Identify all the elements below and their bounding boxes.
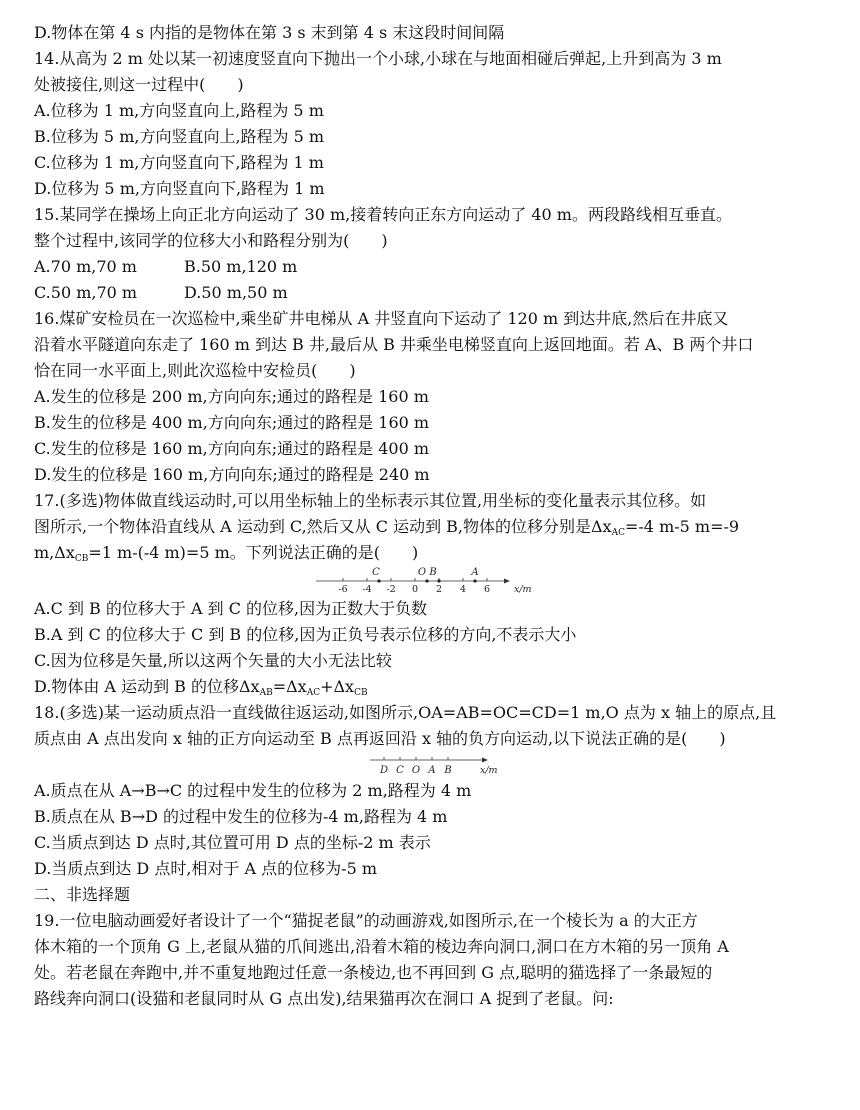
q17-subscript-ab: AB [259,688,273,698]
q18-point-label-o: O [411,765,421,776]
q17-point-a-dot [473,579,476,582]
q17-point-label-o: O [417,567,427,578]
worksheet-page [34,20,834,1012]
q17-point-label-c: C [372,567,380,578]
q15-option-a: A.70 m,70 m [34,257,137,276]
q17-option-d-text: D.物体由 A 运动到 B 的位移Δx [34,677,260,696]
q16-option-b: B.发生的位移是 400 m,方向向东;通过的路程是 160 m [34,413,430,432]
q14-option-b: B.位移为 5 m,方向竖直向上,路程为 5 m [34,127,325,146]
q18-point-label-b: B [444,765,452,776]
q16-option-c: C.发生的位移是 160 m,方向向东;通过的路程是 400 m [34,439,430,458]
q17-option-d [34,674,834,700]
q17-subscript-cb: CB [74,554,89,564]
q16-stem-line-2: 沿着水平隧道向东走了 160 m 到达 B 井,最后从 B 井乘坐电梯竖直向上返回地面。若 A、B 两个井口 [34,335,754,354]
q17-option-c: C.因为位移是矢量,所以这两个矢量的大小无法比较 [34,651,392,670]
q18-point-label-c: C [396,765,404,776]
q19-line-3: 处。若老鼠在奔跑中,并不重复地跑过任意一条棱边,也不再回到 G 点,聪明的猫选择了一条最短的 [34,963,713,982]
q15-options-row-2 [34,280,834,306]
q17-tick-label: -4 [362,584,372,595]
q19-line-4: 路线奔向洞口(设猫和老鼠同时从 G 点出发),结果猫再次在洞口 A 捉到了老鼠。问: [34,989,614,1008]
q18-option-a: A.质点在从 A→B→C 的过程中发生的位移为 2 m,路程为 4 m [34,781,472,800]
q17-number-line-figure [34,566,834,596]
q19-line-2: 体木箱的一个顶角 G 上,老鼠从猫的爪间逃出,沿着木箱的棱边奔向洞口,洞口在方木箱的另一顶角 A [34,937,729,956]
q17-tick-label: 4 [459,584,467,595]
q17-point-o-dot [425,579,428,582]
q17-tick-label: 0 [411,584,419,595]
q17-stem-line-2 [34,514,834,540]
q16-option-a: A.发生的位移是 200 m,方向向东;通过的路程是 160 m [34,387,429,406]
q18-stem-line-1: 18.(多选)某一运动质点沿一直线做往返运动,如图所示,OA=AB=OC=CD=1 m,O 点为 x 轴上的原点,且 [34,703,777,722]
q17-axis-label: x/m [514,584,532,595]
q17-option-d-plus: +Δx [320,677,355,696]
section-heading-non-choice: 二、非选择题 [34,885,131,904]
q15-option-b: B.50 m,120 m [184,257,298,276]
q18-option-d: D.当质点到达 D 点时,相对于 A 点的位移为-5 m [34,859,378,878]
q16-option-d: D.发生的位移是 160 m,方向向东;通过的路程是 240 m [34,465,430,484]
q17-tick-label: -2 [386,584,396,595]
q17-subscript-ac: AC [306,688,321,698]
q18-axis-arrow [482,758,488,763]
q15-options-row-1 [34,254,834,280]
q18-option-b: B.质点在从 B→D 的过程中发生的位移为-4 m,路程为 4 m [34,807,448,826]
q17-tick-label: -6 [338,584,348,595]
q17-subscript-cb: CB [354,688,368,698]
q14-stem-line-2: 处被接住,则这一过程中( ) [34,75,244,94]
q18-option-c: C.当质点到达 D 点时,其位置可用 D 点的坐标-2 m 表示 [34,833,431,852]
q16-stem-line-1: 16.煤矿安检员在一次巡检中,乘坐矿井电梯从 A 井竖直向下运动了 120 m 到达井底,然后在井底又 [34,309,729,328]
q18-stem-line-2: 质点由 A 点出发向 x 轴的正方向运动至 B 点再返回沿 x 轴的负方向运动,以下说法正确的是( ) [34,729,726,748]
q17-stem-line-2-tail: =-4 m-5 m=-9 [624,517,740,536]
q17-point-b-dot [437,579,440,582]
q17-point-label-a: A [471,567,479,578]
q17-tick-label: 6 [483,584,491,595]
q17-stem-line-3 [34,540,834,566]
q14-option-c: C.位移为 1 m,方向竖直向下,路程为 1 m [34,153,324,172]
q19-line-1: 19.一位电脑动画爱好者设计了一个“猫捉老鼠”的动画游戏,如图所示,在一个棱长为 a 的大正方 [34,911,698,930]
q16-stem-line-3: 恰在同一水平面上,则此次巡检中安检员( ) [34,361,356,380]
q18-axis-label: x/m [480,765,498,776]
q15-option-c: C.50 m,70 m [34,283,138,302]
q17-stem-line-1: 17.(多选)物体做直线运动时,可以用坐标轴上的坐标表示其位置,用坐标的变化量表示其位移。如 [34,491,707,510]
q17-stem-line-3-head: m,Δx [34,543,75,562]
q14-stem-line-1: 14.从高为 2 m 处以某一初速度竖直向下抛出一个小球,小球在与地面相碰后弹起,上升到高为 3 m [34,49,722,68]
q17-option-b: B.A 到 C 的位移大于 C 到 B 的位移,因为正负号表示位移的方向,不表示大小 [34,625,577,644]
q18-number-line-figure [34,752,834,778]
q14-option-a: A.位移为 1 m,方向竖直向上,路程为 5 m [34,101,324,120]
q18-point-label-d: D [379,765,389,776]
q17-axis-arrow [504,579,510,584]
q14-option-d: D.位移为 5 m,方向竖直向下,路程为 1 m [34,179,325,198]
q17-subscript-ac: AC [611,528,625,538]
q18-point-label-a: A [428,765,436,776]
q17-stem-line-3-text: =1 m-(-4 m)=5 m。下列说法正确的是( ) [88,543,419,562]
q13-option-d: D.物体在第 4 s 内指的是物体在第 3 s 末到第 4 s 末这段时间间隔 [34,23,505,42]
q15-option-d: D.50 m,50 m [184,283,288,302]
q17-point-c-dot [377,579,380,582]
q17-option-a: A.C 到 B 的位移大于 A 到 C 的位移,因为正数大于负数 [34,599,428,618]
q15-stem-line-1: 15.某同学在操场上向正北方向运动了 30 m,接着转向正东方向运动了 40 m。两段路线相互垂直。 [34,205,732,224]
q17-stem-line-2-text: 图所示,一个物体沿直线从 A 运动到 C,然后又从 C 运动到 B,物体的位移分别是Δx [34,517,612,536]
q15-stem-line-2: 整个过程中,该同学的位移大小和路程分别为( ) [34,231,388,250]
q17-option-d-eq: =Δx [272,677,307,696]
q17-tick-label: 2 [435,584,443,595]
q18-number-line [34,752,834,778]
q17-number-line [34,566,834,596]
q17-point-label-b: B [429,567,437,578]
